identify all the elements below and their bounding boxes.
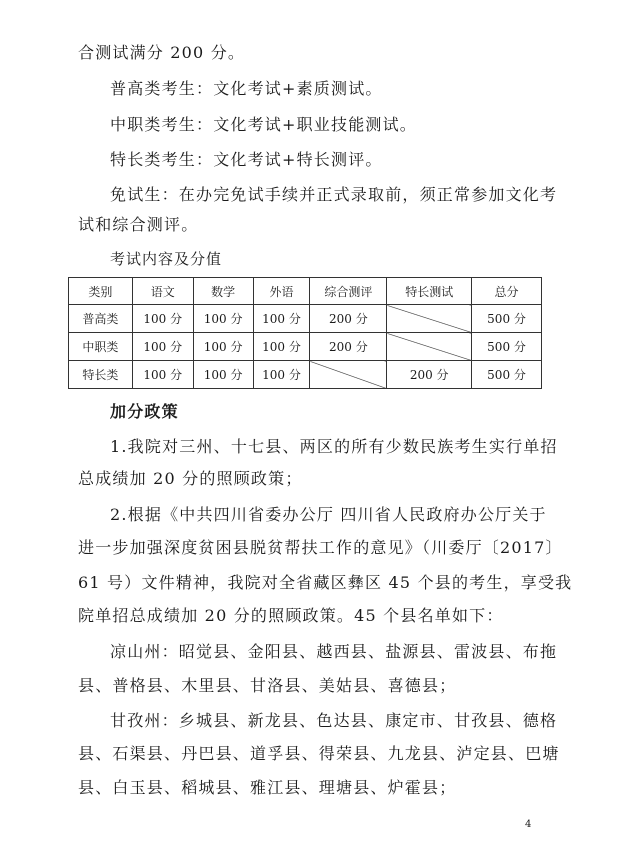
header-specialty-test: 特长测试 [387,278,472,305]
ganzi-counties-line3: 县、白玉县、稻城县、雅江县、理塘县、炉霍县； [78,778,457,797]
table-cell: 500 分 [472,361,542,389]
table-cell: 500 分 [472,305,542,333]
page-number: 4 [525,819,532,830]
table-row [69,305,542,333]
table-cell: 100 分 [193,305,253,333]
table-header-row [69,278,542,305]
table-cell: 100 分 [193,361,253,389]
liangshan-counties-line1: 凉山州：昭觉县、金阳县、越西县、盐源县、雷波县、布拖 [110,642,558,661]
table-cell: 100 分 [253,361,310,389]
table-cell: 100 分 [253,333,310,361]
paragraph-specialty-students: 特长类考生：文化考试+特长测评。 [110,150,383,169]
table-cell: 200 分 [387,361,472,389]
table-cell: 100 分 [132,333,193,361]
exam-score-table [68,277,542,389]
header-chinese: 语文 [132,278,193,305]
bonus-item2-line4: 院单招总成绩加 20 分的照顾政策。45 个县名单如下： [78,606,504,625]
header-category: 类别 [69,278,133,305]
table-cell: 100 分 [132,361,193,389]
bonus-item1-line1: 1.我院对三州、十七县、两区的所有少数民族考生实行单招 [110,437,558,456]
paragraph-exempt-students-line2: 试和综合测评。 [78,215,199,234]
bonus-policy-heading: 加分政策 [110,402,179,421]
bonus-item1-line2: 总成绩加 20 分的照顾政策； [78,469,303,488]
liangshan-counties-line2: 县、普格县、木里县、甘洛县、美姑县、喜德县； [78,676,457,695]
paragraph-vocational-students: 中职类考生：文化考试+职业技能测试。 [110,115,418,134]
table-cell: 100 分 [253,305,310,333]
bonus-item2-line1: 2.根据《中共四川省委办公厅 四川省人民政府办公厅关于 [110,505,547,524]
bonus-item2-line3: 61 号）文件精神，我院对全省藏区彝区 45 个县的考生，享受我 [78,573,573,592]
table-cell-not-applicable [387,305,472,333]
table-row [69,333,542,361]
table-cell: 200 分 [310,305,387,333]
table-cell: 普高类 [69,305,133,333]
paragraph-total-score: 合测试满分 200 分。 [78,43,246,62]
table-row [69,361,542,389]
header-foreign-language: 外语 [253,278,310,305]
ganzi-counties-line1: 甘孜州：乡城县、新龙县、色达县、康定市、甘孜县、德格 [110,711,558,730]
header-math: 数学 [193,278,253,305]
bonus-item2-line2: 进一步加强深度贫困县脱贫帮扶工作的意见》（川委厅〔2017〕 [78,538,563,557]
table-cell: 100 分 [132,305,193,333]
paragraph-exempt-students-line1: 免试生：在办完免试手续并正式录取前，须正常参加文化考 [110,185,558,204]
paragraph-general-students: 普高类考生：文化考试+素质测试。 [110,79,383,98]
table-cell-not-applicable [387,333,472,361]
table-cell-not-applicable [310,361,387,389]
header-comprehensive: 综合测评 [310,278,387,305]
table-cell: 中职类 [69,333,133,361]
table-cell: 100 分 [193,333,253,361]
table-cell: 200 分 [310,333,387,361]
table-cell: 特长类 [69,361,133,389]
header-total: 总分 [472,278,542,305]
table-caption: 考试内容及分值 [110,250,223,268]
ganzi-counties-line2: 县、石渠县、丹巴县、道孚县、得荣县、九龙县、泸定县、巴塘 [78,744,560,763]
table-cell: 500 分 [472,333,542,361]
